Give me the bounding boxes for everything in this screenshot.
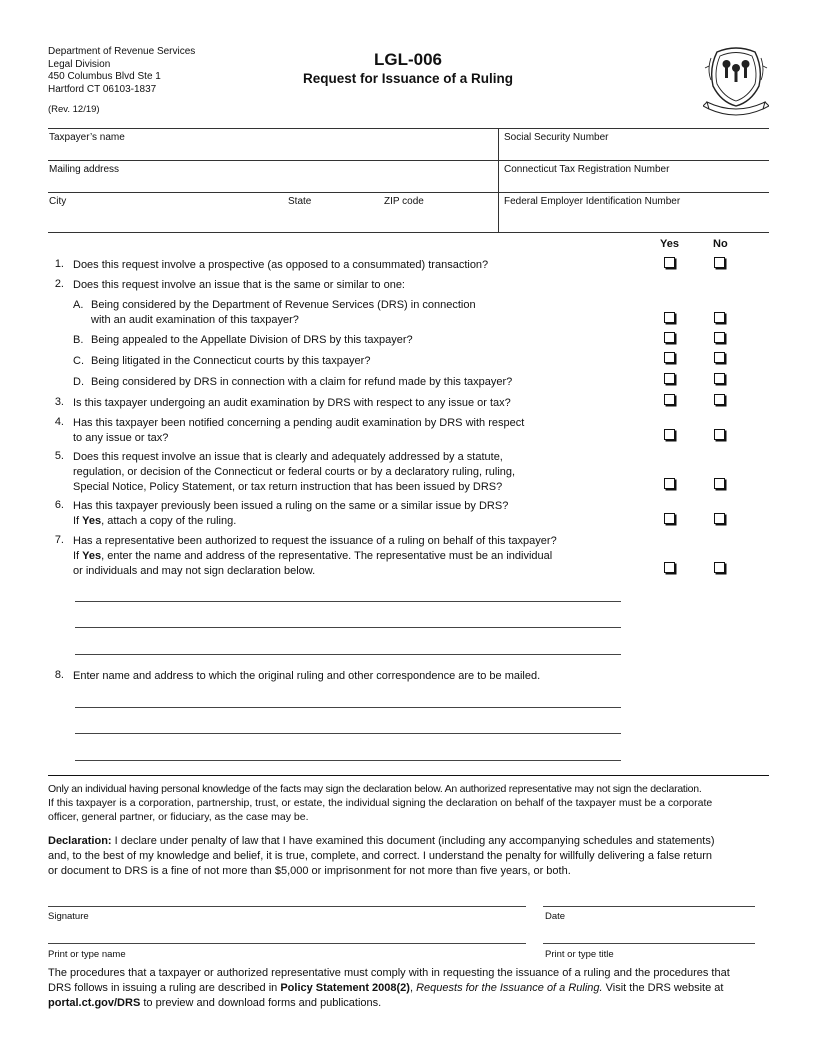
question-line: Being considered by the Department of Revenue Services (DRS) in connection bbox=[91, 299, 476, 311]
text-run: , enter the name and address of the representative. The representative must be an individual bbox=[101, 550, 553, 562]
question-line bbox=[73, 514, 508, 529]
representative-line-2[interactable] bbox=[75, 627, 621, 628]
question-number: 6. bbox=[54, 499, 64, 511]
text-run: I declare under penalty of law that I have examined this document (including any accompanying schedules and statements) bbox=[111, 835, 715, 847]
print-name-label: Print or type name bbox=[48, 949, 126, 960]
text-run: Visit the DRS website at bbox=[602, 982, 724, 994]
agency-line: Legal Division bbox=[48, 58, 111, 70]
ct-tax-registration-field[interactable]: Connecticut Tax Registration Number bbox=[504, 164, 670, 175]
date-line[interactable] bbox=[543, 906, 755, 907]
text-run: DRS follows in issuing a ruling are described in bbox=[48, 982, 281, 994]
print-name-line[interactable] bbox=[48, 943, 526, 944]
question-number: 2. bbox=[54, 278, 64, 290]
mailing-line-3[interactable] bbox=[75, 760, 621, 761]
q5-yes-checkbox[interactable] bbox=[664, 478, 675, 489]
grid-rule bbox=[48, 160, 769, 161]
question-6 bbox=[73, 499, 508, 529]
grid-rule bbox=[48, 192, 769, 193]
question-line: regulation, or decision of the Connecticut or federal courts or by a declaratory ruling, ruling, bbox=[73, 466, 516, 478]
city-field[interactable]: City bbox=[49, 196, 67, 207]
representative-line-3[interactable] bbox=[75, 654, 621, 655]
agency-line: Department of Revenue Services bbox=[48, 46, 196, 57]
signature-label: Signature bbox=[48, 911, 89, 922]
declaration-line: and, to the best of my knowledge and belief, it is true, complete, and correct. I understand the penalty for willfully delivering a false return bbox=[48, 850, 713, 862]
text-run: , bbox=[409, 982, 417, 994]
ssn-field[interactable]: Social Security Number bbox=[504, 132, 609, 143]
agency-line: 450 Columbus Blvd Ste 1 bbox=[48, 71, 161, 82]
question-line: or individuals and may not sign declaration below. bbox=[73, 565, 316, 577]
notice-line: If this taxpayer is a corporation, partnership, trust, or estate, the individual signing the declaration on behalf of the taxpayer must be a corporate bbox=[48, 797, 713, 809]
sub-question-letter: B. bbox=[73, 334, 84, 346]
question-2a bbox=[91, 298, 476, 328]
q3-no-checkbox[interactable] bbox=[714, 394, 725, 405]
agency-line: Hartford CT 06103-1837 bbox=[48, 83, 157, 95]
question-2d: Being considered by DRS in connection with a claim for refund made by this taxpayer? bbox=[91, 376, 513, 388]
question-line: Has this taxpayer been notified concerning a pending audit examination by DRS with respect bbox=[73, 417, 525, 429]
question-3: Is this taxpayer undergoing an audit examination by DRS with respect to any issue or tax? bbox=[73, 397, 511, 409]
declaration-line bbox=[48, 834, 769, 849]
q1-no-checkbox[interactable] bbox=[714, 257, 725, 268]
q6-no-checkbox[interactable] bbox=[714, 513, 725, 524]
publication-title: Requests for the Issuance of a Ruling. bbox=[416, 982, 603, 994]
question-2b: Being appealed to the Appellate Division of DRS by this taxpayer? bbox=[91, 334, 413, 346]
question-8: Enter name and address to which the original ruling and other correspondence are to be mailed. bbox=[73, 670, 541, 682]
q4-yes-checkbox[interactable] bbox=[664, 429, 675, 440]
question-line: Has this taxpayer previously been issued a ruling on the same or a similar issue by DRS? bbox=[73, 500, 509, 512]
footer-line bbox=[48, 981, 769, 996]
revision-date: (Rev. 12/19) bbox=[48, 104, 100, 115]
question-number: 4. bbox=[54, 416, 64, 428]
drs-website-link[interactable]: portal.ct.gov/DRS bbox=[48, 997, 141, 1009]
question-2: Does this request involve an issue that is the same or similar to one: bbox=[73, 279, 405, 291]
policy-statement-ref: Policy Statement 2008(2) bbox=[280, 982, 410, 994]
q4-no-checkbox[interactable] bbox=[714, 429, 725, 440]
fein-field[interactable]: Federal Employer Identification Number bbox=[504, 196, 681, 207]
procedures-footer bbox=[48, 966, 769, 1011]
declaration-label: Declaration: bbox=[48, 835, 112, 847]
text-run: , attach a copy of the ruling. bbox=[101, 515, 237, 527]
text-run: to preview and download forms and publications. bbox=[140, 997, 382, 1009]
question-number: 1. bbox=[54, 258, 64, 270]
date-label: Date bbox=[545, 911, 566, 922]
grid-top-rule bbox=[48, 128, 769, 129]
question-line: to any issue or tax? bbox=[73, 432, 169, 444]
grid-divider bbox=[498, 128, 499, 232]
q5-no-checkbox[interactable] bbox=[714, 478, 725, 489]
question-2c: Being litigated in the Connecticut courts by this taxpayer? bbox=[91, 355, 371, 367]
question-number: 5. bbox=[54, 450, 64, 462]
q2b-no-checkbox[interactable] bbox=[714, 332, 725, 343]
sub-question-letter: A. bbox=[73, 299, 84, 311]
question-line: Special Notice, Policy Statement, or tax return instruction that has been issued by DRS? bbox=[73, 481, 503, 493]
text-run: If bbox=[73, 515, 83, 527]
declaration-line: or document to DRS is a fine of not more than $5,000 or imprisonment for not more than five years, or both. bbox=[48, 865, 571, 877]
yes-column-header: Yes bbox=[660, 238, 679, 250]
question-1: Does this request involve a prospective (as opposed to a consummated) transaction? bbox=[73, 259, 489, 271]
grid-bottom-rule bbox=[48, 232, 769, 233]
q7-yes-checkbox[interactable] bbox=[664, 562, 675, 573]
q2a-yes-checkbox[interactable] bbox=[664, 312, 675, 323]
question-number: 3. bbox=[54, 396, 64, 408]
signer-notice bbox=[48, 782, 769, 824]
zip-field[interactable]: ZIP code bbox=[384, 196, 424, 207]
notice-line: Only an individual having personal knowledge of the facts may sign the declaration below. An authorized representative may not sign the declaration. bbox=[48, 783, 702, 795]
q7-no-checkbox[interactable] bbox=[714, 562, 725, 573]
q2a-no-checkbox[interactable] bbox=[714, 312, 725, 323]
q6-yes-checkbox[interactable] bbox=[664, 513, 675, 524]
text-run: If bbox=[73, 550, 83, 562]
q2c-no-checkbox[interactable] bbox=[714, 352, 725, 363]
question-line: Has a representative been authorized to request the issuance of a ruling on behalf of this taxpayer? bbox=[73, 535, 557, 547]
q2b-yes-checkbox[interactable] bbox=[664, 332, 675, 343]
footer-line bbox=[48, 996, 769, 1011]
declaration bbox=[48, 834, 769, 879]
q2d-no-checkbox[interactable] bbox=[714, 373, 725, 384]
q1-yes-checkbox[interactable] bbox=[664, 257, 675, 268]
question-line: with an audit examination of this taxpayer? bbox=[91, 314, 299, 326]
section-rule bbox=[48, 775, 769, 776]
footer-line: The procedures that a taxpayer or authorized representative must comply with in requesting the issuance of a ruling and the procedures that bbox=[48, 967, 730, 979]
question-number: 8. bbox=[54, 669, 64, 681]
question-7 bbox=[73, 534, 557, 579]
sub-question-letter: C. bbox=[73, 355, 84, 367]
yes-emphasis: Yes bbox=[82, 515, 102, 527]
form-title: Request for Issuance of a Ruling bbox=[302, 71, 514, 86]
notice-line: officer, general partner, or fiduciary, as the case may be. bbox=[48, 811, 309, 823]
yes-emphasis: Yes bbox=[82, 550, 102, 562]
print-title-line[interactable] bbox=[543, 943, 755, 944]
mailing-line-2[interactable] bbox=[75, 733, 621, 734]
mailing-line-1[interactable] bbox=[75, 707, 621, 708]
question-4 bbox=[73, 416, 524, 446]
q2c-yes-checkbox[interactable] bbox=[664, 352, 675, 363]
print-title-label: Print or type title bbox=[545, 949, 614, 960]
question-line bbox=[73, 549, 557, 564]
q3-yes-checkbox[interactable] bbox=[664, 394, 675, 405]
state-field[interactable]: State bbox=[288, 196, 312, 207]
q2d-yes-checkbox[interactable] bbox=[664, 373, 675, 384]
question-number: 7. bbox=[54, 534, 64, 546]
representative-line-1[interactable] bbox=[75, 601, 621, 602]
state-seal-icon bbox=[703, 46, 769, 116]
question-line: Does this request involve an issue that is clearly and adequately addressed by a statute, bbox=[73, 451, 503, 463]
mailing-address-field[interactable]: Mailing address bbox=[49, 164, 120, 175]
no-column-header: No bbox=[713, 238, 728, 250]
signature-line[interactable] bbox=[48, 906, 526, 907]
question-5 bbox=[73, 450, 515, 495]
sub-question-letter: D. bbox=[73, 376, 84, 388]
taxpayer-name-field[interactable]: Taxpayer’s name bbox=[49, 132, 125, 143]
form-number: LGL-006 bbox=[373, 50, 443, 69]
